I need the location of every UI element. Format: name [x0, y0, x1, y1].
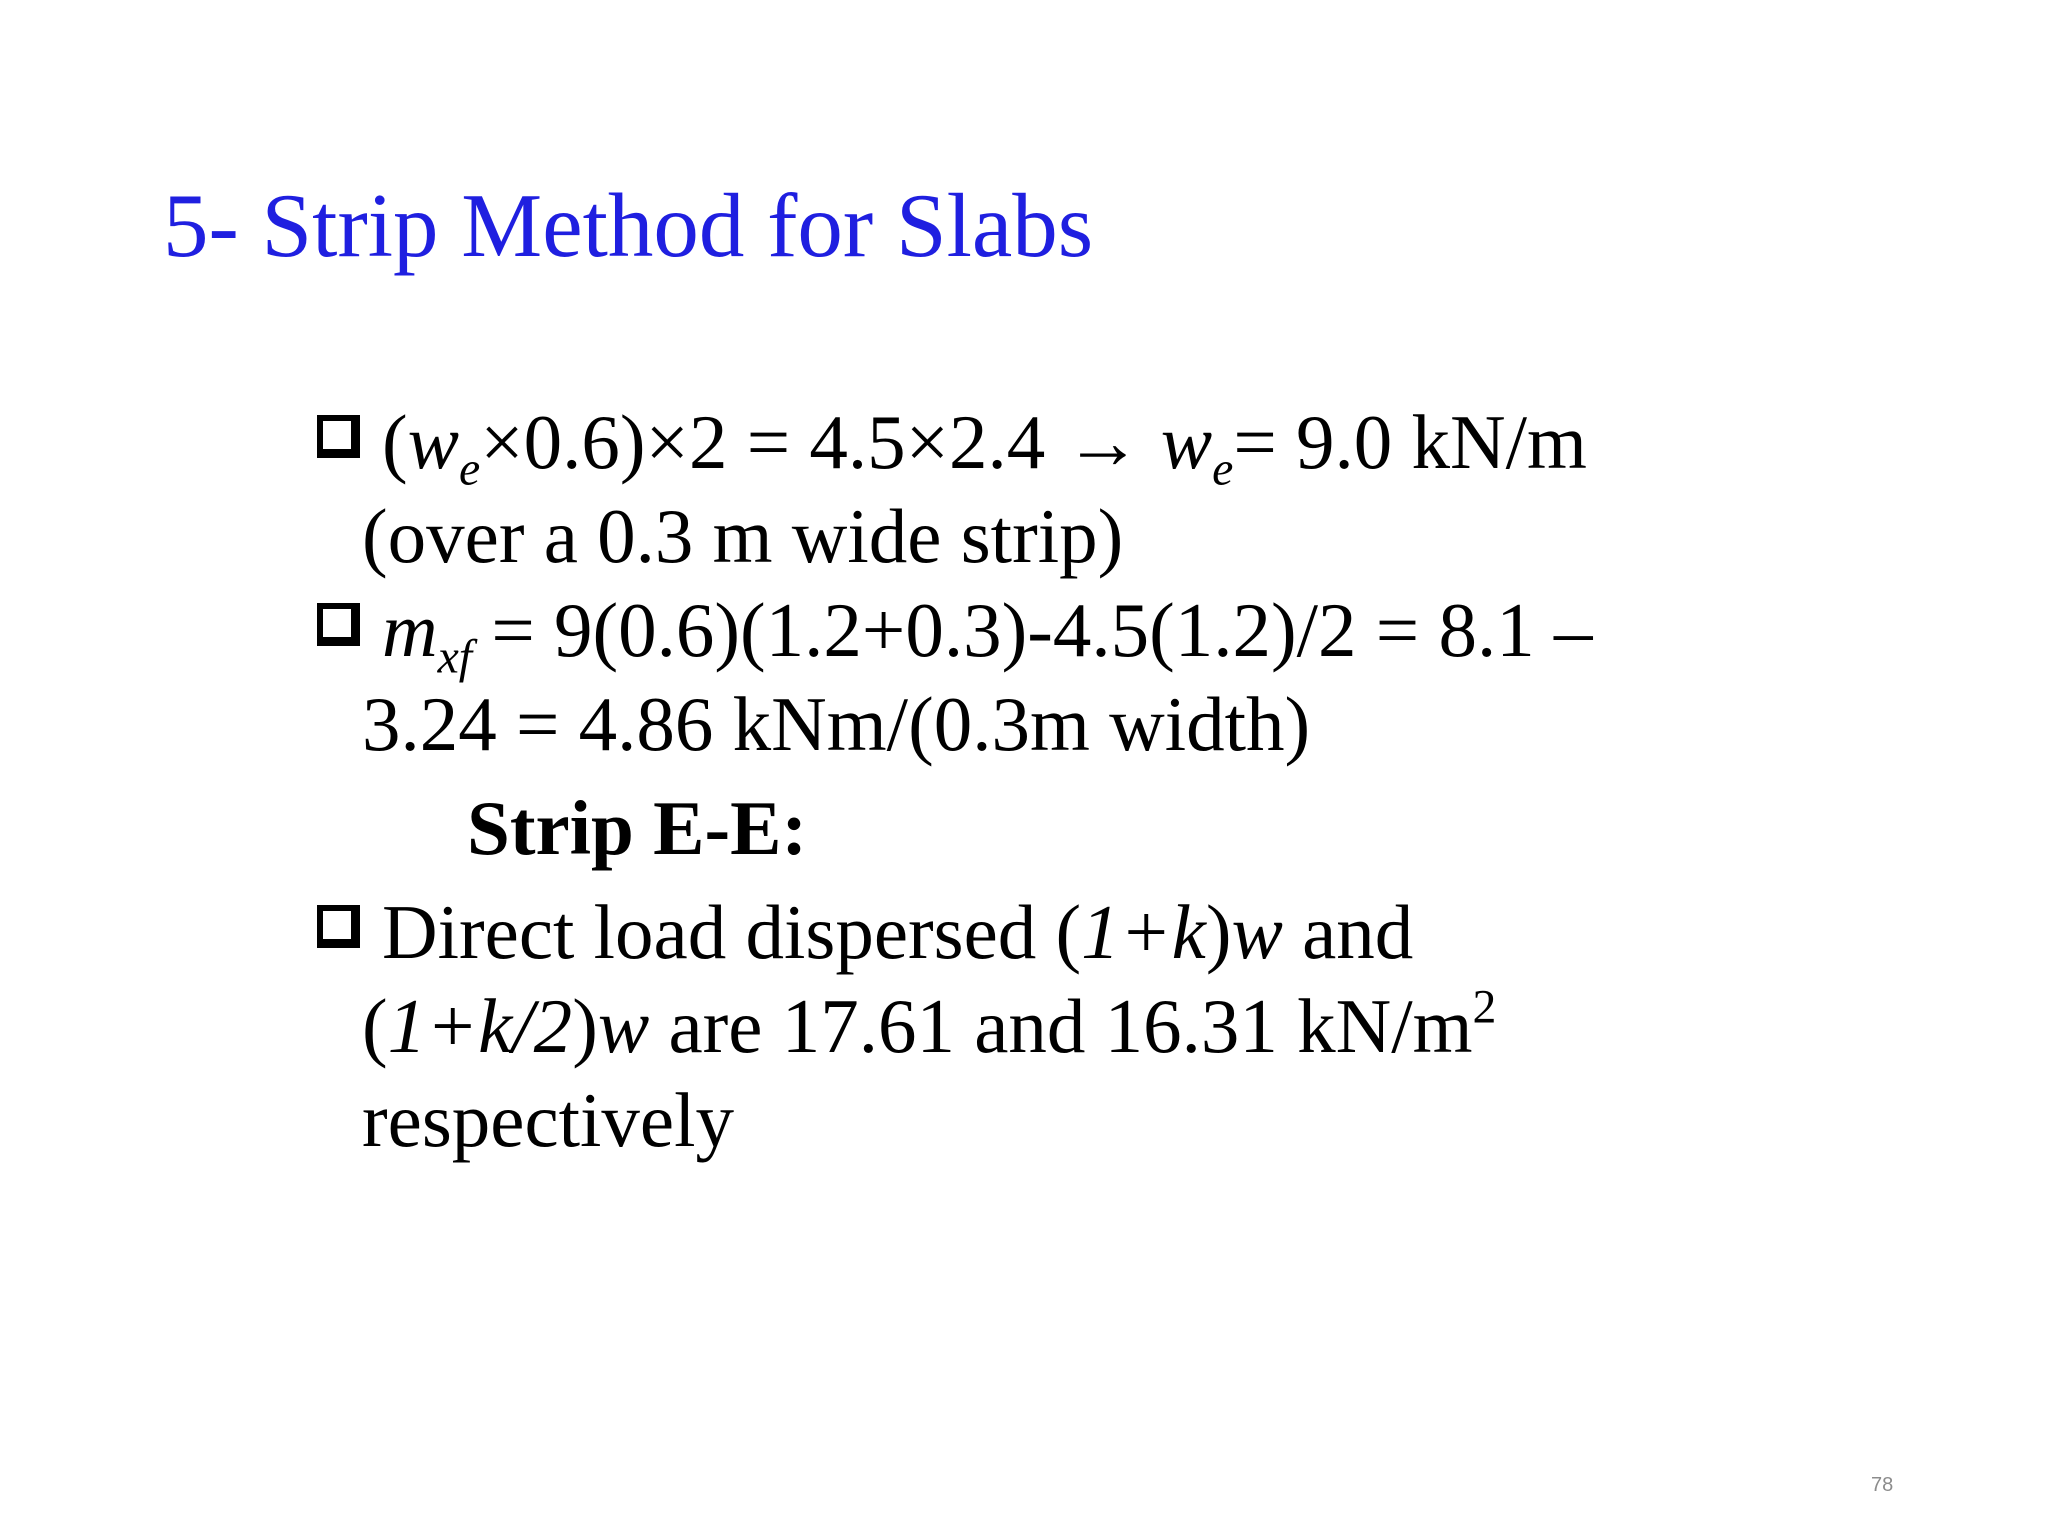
checkbox-bullet-icon — [317, 415, 360, 458]
bullet-equation-mxf — [314, 583, 1694, 771]
checkbox-bullet-icon — [317, 905, 360, 948]
bullet-line: $(w_e\times 0.6)\times 2 = 4.5\times 2.4 \to w_e= 9.0$ kN/m — [382, 399, 1587, 496]
slide-body — [314, 395, 1694, 1167]
bullet-equation-we — [314, 395, 1694, 583]
bullet-line: Direct load dispersed (1+k)w and — [382, 889, 1414, 975]
bullet-line: 3.24 = 4.86 kNm/(0.3m width) — [362, 681, 1311, 767]
section-heading: Strip E-E: — [467, 785, 808, 871]
bullet-line: (1+k/2)w are 17.61 and 16.31 $kN/m^2$ — [362, 980, 1497, 1069]
page-number: 78 — [1871, 1474, 1894, 1496]
bullet-line: respectively — [362, 1077, 734, 1163]
checkbox-bullet-icon — [317, 603, 360, 646]
bullet-line: $m_{xf} = 9(0.6)(1.2+0.3)-4.5(1.2)/2 = 8.1$ – — [382, 587, 1593, 684]
bullet-line: (over a 0.3 m wide strip) — [362, 493, 1124, 579]
bullet-direct-load — [314, 885, 1694, 1167]
slide-title: 5- Strip Method for Slabs — [163, 175, 1094, 276]
